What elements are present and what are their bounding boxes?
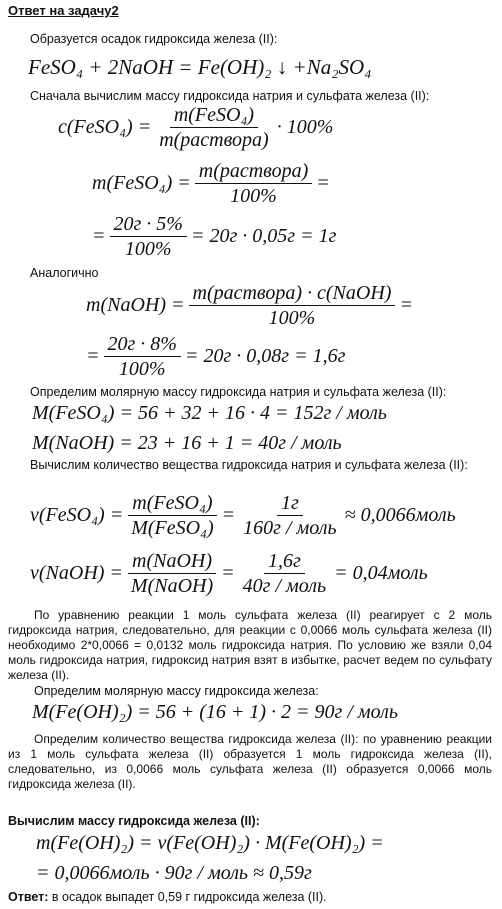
formula-amount-naoh [30, 550, 428, 597]
denominator: 100% [118, 358, 166, 380]
formula-left: c(FeSO₄) = [58, 116, 152, 138]
formula-tail: = [399, 294, 413, 316]
reaction-equation: FeSO₄ + 2NaOH = Fe(OH)₂ ↓ +Na₂SO₄ [28, 55, 372, 79]
fraction [195, 160, 313, 207]
step1-text: Сначала вычислим массу гидроксида натрия и сульфата железа (II): [30, 89, 430, 103]
denominator: m(раствора) [159, 129, 269, 151]
denominator: M(FeSO₄) [131, 517, 214, 539]
denominator: M(NaOH) [130, 575, 214, 597]
numerator: m(раствора) [195, 160, 313, 184]
formula-tail: = [316, 172, 330, 194]
formula-molar-feso4: M(FeSO₄) = 56 + 32 + 16 · 4 = 152г / моль [32, 402, 387, 424]
fraction [239, 550, 330, 597]
formula-left: ν(FeSO₄) = [30, 504, 124, 526]
formula-left: = [92, 225, 106, 247]
step3-text: Вычислим количество вещества гидроксида натрия и сульфата железа (II): [30, 458, 468, 472]
intro-text: Образуется осадок гидроксида железа (II): [30, 32, 278, 46]
fraction [104, 333, 181, 380]
denominator: 160г / моль [243, 517, 337, 539]
formula-left: ν(NaOH) = [30, 562, 123, 584]
fraction [127, 550, 217, 597]
answer-text: в осадок выпадет 0,59 г гидроксида железа (II). [48, 890, 327, 904]
numerator: 1,6г [264, 550, 305, 574]
formula-molar-feoh2: M(Fe(OH)₂) = 56 + (16 + 1) · 2 = 90г / моль [32, 701, 398, 723]
formula-mass-naoh-result [86, 333, 345, 380]
numerator: 20г · 8% [104, 333, 181, 357]
formula-tail: = 20г · 0,05г = 1г [190, 225, 337, 247]
formula-mass-naoh [86, 282, 413, 329]
formula-final-result: = 0,0066моль · 90г / моль ≈ 0,59г [36, 862, 312, 884]
paragraph-excess: По уравнению реакции 1 моль сульфата железа (II) реагирует с 2 моль гидроксида натрия, следовательно, для реакции с 0,0066 моль сульфата железа (II) необходимо 2*0,0066 = 0,0132 моль гидроксида натрия. По условию же взяли 0,04 моль гидроксида натрия, гидроксид натрия взят в избытке, расчет ведем по сульфату железа (II). [8, 608, 492, 682]
formula-molar-naoh: M(NaOH) = 23 + 16 + 1 = 40г / моль [32, 432, 342, 454]
heading: Ответ на задачу2 [8, 3, 119, 18]
step2-text: Определим молярную массу гидроксида натрия и сульфата железа (II): [30, 385, 447, 399]
step5-text: Вычислим массу гидроксида железа (II): [8, 814, 260, 828]
numerator: 20г · 5% [110, 213, 187, 237]
formula-left: m(NaOH) = [86, 294, 185, 316]
formula-mass-feso4 [92, 160, 330, 207]
numerator: 1г [277, 492, 303, 516]
fraction [127, 492, 217, 539]
numerator: m(раствора) · c(NaOH) [189, 282, 396, 306]
paragraph-amount-feoh2: Определим количество вещества гидроксида железа (II): по уравнению реакции из 1 моль сульфата железа (II) образуется 1 моль гидроксида железа (II), следовательно, из 0,0066 моль сульфата железа (II) образуется 0,0066 моль гидроксида железа (II). [8, 732, 492, 791]
formula-tail: ≈ 0,0066моль [344, 504, 456, 526]
formula-amount-feso4 [30, 492, 456, 539]
formula-tail: = 0,04моль [334, 562, 428, 584]
denominator: 100% [268, 307, 316, 329]
formula-mass-feso4-result [92, 213, 336, 260]
formula-left: = [86, 345, 100, 367]
formula-left: m(FeSO₄) = [92, 172, 191, 194]
fraction [110, 213, 187, 260]
similarly-text: Аналогично [30, 266, 99, 280]
formula-tail: · 100% [276, 116, 334, 138]
denominator: 100% [230, 185, 277, 207]
denominator: 40г / моль [242, 575, 327, 597]
formula-mid: = [221, 504, 236, 526]
numerator: m(FeSO₄) [170, 104, 258, 128]
fraction [155, 104, 273, 151]
numerator: m(FeSO₄) [128, 492, 216, 516]
formula-final-mass: m(Fe(OH)₂) = ν(Fe(OH)₂) · M(Fe(OH)₂) = [36, 832, 384, 854]
formula-tail: = 20г · 0,08г = 1,6г [184, 345, 346, 367]
denominator: 100% [124, 238, 172, 260]
step4-text: Определим молярную массу гидроксида железа: [34, 684, 319, 698]
fraction [189, 282, 396, 329]
formula-mid: = [221, 562, 235, 584]
fraction [239, 492, 340, 539]
answer-line [8, 890, 327, 905]
numerator: m(NaOH) [128, 550, 216, 574]
answer-label: Ответ: [8, 890, 49, 904]
formula-concentration [58, 104, 333, 151]
